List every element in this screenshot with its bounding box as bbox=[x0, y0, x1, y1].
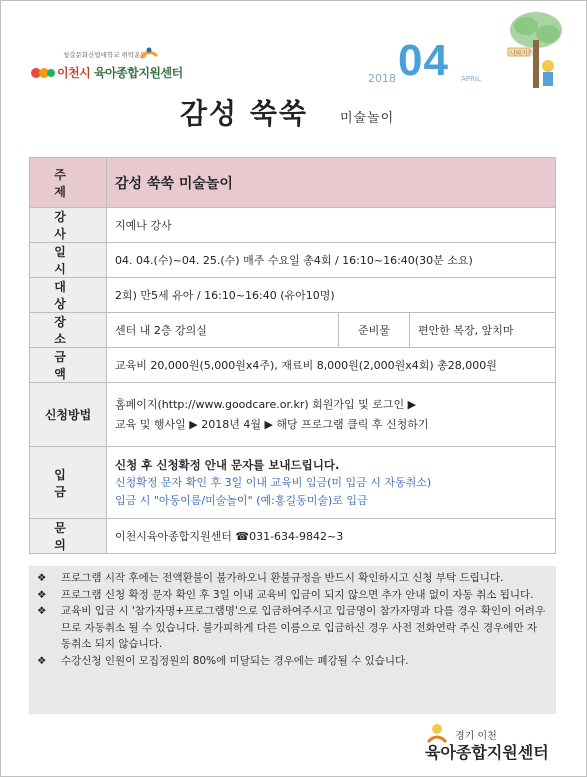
sub-title: 미술놀이 bbox=[340, 111, 395, 126]
program-info-table bbox=[29, 157, 556, 554]
target-row bbox=[30, 278, 556, 313]
deposit-line-1: 신청 후 신청확정 안내 문자를 보내드립니다. bbox=[115, 457, 340, 472]
diamond-bullet-icon: ❖ bbox=[37, 572, 47, 584]
diamond-bullet-icon: ❖ bbox=[37, 605, 47, 617]
diamond-bullet-icon: ❖ bbox=[37, 588, 47, 601]
deposit-line-3: 입금 시 "아동이름/미술놀이" (예:홍길동미술)로 입금 bbox=[115, 493, 368, 507]
subject-row bbox=[30, 158, 556, 208]
contact-row bbox=[30, 519, 556, 554]
place-label: 장 소 bbox=[30, 313, 107, 348]
fee-row bbox=[30, 348, 556, 383]
tree-illustration-icon bbox=[498, 8, 568, 93]
org-affiliation: 청강문화산업대학교 위탁운영 bbox=[63, 51, 147, 59]
notice-item: ❖ 프로그램 신청 확정 문자 확인 후 3일 이내 교육비 입금이 되지 않으면 추가 안내 없이 자동 취소 됩니다. bbox=[29, 587, 556, 604]
center-name-city: 이천시 bbox=[57, 66, 91, 80]
footer-center-name: 육아종합지원센터 bbox=[425, 743, 549, 762]
notice-item: ❖ 교육비 입금 시 '참가자명+프로그램명'으로 입금하여주시고 입금명이 참가자명과 다를 경우 확인이 어려우므로 자동취소 될 수 있습니다. 불가피하게 다른 이름으로 입금하신 경우 사전 전화연락 주신 경우에만 자동취소 되지 않습니다. bbox=[37, 605, 546, 650]
prep-label: 준비물 bbox=[339, 313, 410, 348]
month-name: APRIL bbox=[461, 75, 481, 83]
place-value: 센터 내 2층 강의실 bbox=[107, 313, 339, 348]
contact-value: 이천시육아종합지원센터 ☎031-634-9842~3 bbox=[107, 519, 556, 554]
month-number: 04 bbox=[398, 36, 449, 85]
apply-row bbox=[30, 383, 556, 447]
target-value: 2회) 만5세 유아 / 16:10~16:40 (유아10명) bbox=[107, 278, 556, 313]
main-title: 감성 쑥쑥 bbox=[180, 97, 308, 130]
fee-value: 교육비 20,000원(5,000원x4주), 재료비 8,000원(2,000원x4회) 총28,000원 bbox=[107, 348, 556, 383]
footer-region: 경기 이천 bbox=[455, 731, 497, 742]
prep-value: 편안한 복장, 앞치마 bbox=[410, 313, 556, 348]
apply-line-1[interactable]: 홈페이지(http://www.goodcare.or.kr) 회원가입 및 로그인 ▶ bbox=[115, 397, 417, 411]
teacher-row bbox=[30, 208, 556, 243]
diamond-bullet-icon: ❖ bbox=[37, 654, 47, 667]
teacher-value: 지예나 강사 bbox=[107, 208, 556, 243]
date-row bbox=[30, 243, 556, 278]
teacher-label: 강 사 bbox=[30, 208, 107, 243]
subject-value: 감성 쑥쑥 미술놀이 bbox=[107, 158, 556, 208]
date-label: 일 시 bbox=[30, 243, 107, 278]
apply-label: 신청방법 bbox=[30, 383, 107, 447]
deposit-label: 입 금 bbox=[30, 447, 107, 519]
deposit-value bbox=[107, 447, 556, 519]
place-row bbox=[30, 313, 556, 348]
center-name-rest: 육아종합지원센터 bbox=[93, 66, 183, 80]
subject-label: 주 제 bbox=[30, 158, 107, 208]
apply-line-2: 교육 및 행사일 ▶ 2018년 4월 ▶ 해당 프로그램 클릭 후 신청하기 bbox=[115, 417, 429, 431]
date-value: 04. 04.(수)~04. 25.(수) 매주 수요일 총4회 / 16:10~16:40(30분 소요) bbox=[107, 243, 556, 278]
notice-item: ❖ 프로그램 시작 후에는 전액환불이 불가하오니 환불규정을 반드시 확인하시고 신청 부탁 드립니다. bbox=[29, 570, 556, 587]
deposit-row bbox=[30, 447, 556, 519]
notice-box bbox=[29, 566, 556, 714]
fee-label: 금 액 bbox=[30, 348, 107, 383]
notice-item: ❖ 수강신청 인원이 모집정원의 80%에 미달되는 경우에는 폐강될 수 있습니다. bbox=[29, 653, 556, 670]
apply-value bbox=[107, 383, 556, 447]
target-label: 대 상 bbox=[30, 278, 107, 313]
year-label: 2018 bbox=[368, 72, 396, 85]
deposit-line-2: 신청확정 문자 확인 후 3일 이내 교육비 입금(미 입금 시 자동취소) bbox=[115, 475, 432, 489]
center-logo-icon bbox=[30, 64, 56, 80]
badge-text: 나와지기 bbox=[510, 50, 534, 57]
contact-label: 문 의 bbox=[30, 519, 107, 554]
university-logo-icon bbox=[138, 46, 160, 62]
center-name bbox=[57, 64, 183, 81]
